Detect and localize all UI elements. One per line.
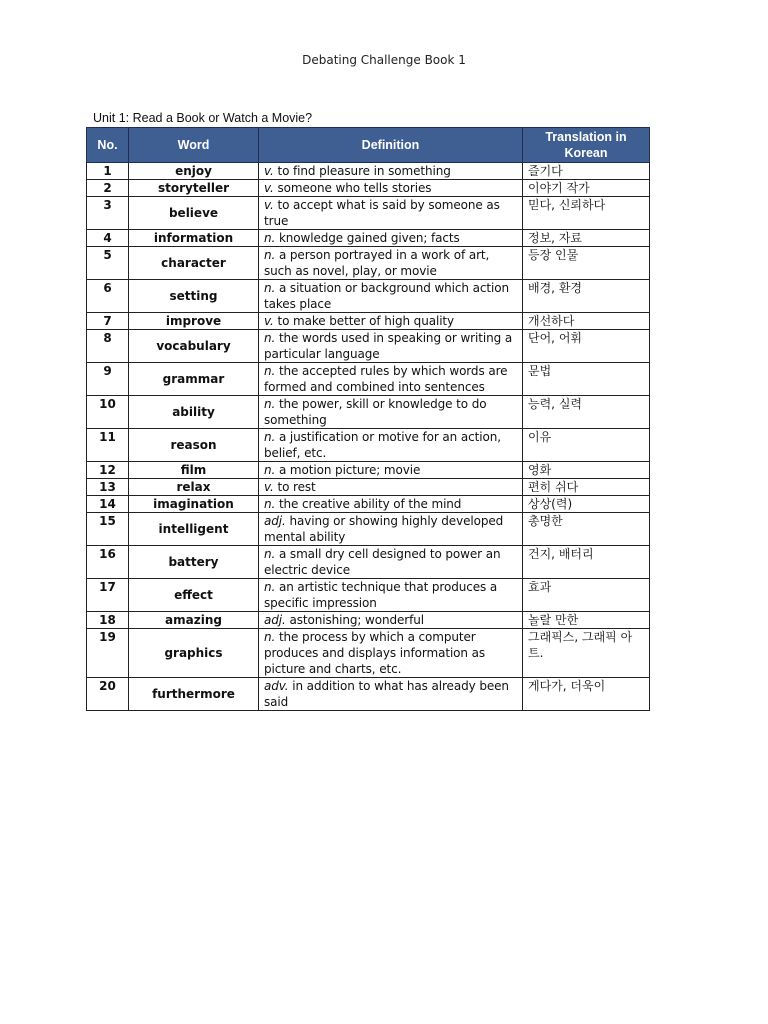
vocabulary-table <box>86 127 650 711</box>
row-definition <box>259 230 523 247</box>
row-number: 18 <box>87 612 129 629</box>
table-header-row <box>87 128 650 163</box>
row-word: setting <box>129 280 259 313</box>
row-number: 7 <box>87 313 129 330</box>
row-definition <box>259 462 523 479</box>
table-row <box>87 396 650 429</box>
part-of-speech: n. <box>264 231 276 245</box>
row-korean-translation: 배경, 환경 <box>523 280 650 313</box>
row-word: film <box>129 462 259 479</box>
table-row <box>87 513 650 546</box>
row-definition <box>259 546 523 579</box>
table-row <box>87 230 650 247</box>
row-korean-translation: 영화 <box>523 462 650 479</box>
definition-text: to make better of high quality <box>273 314 455 328</box>
row-korean-translation: 편히 쉬다 <box>523 479 650 496</box>
definition-text: a situation or background which action takes place <box>264 281 509 311</box>
row-number: 19 <box>87 629 129 678</box>
part-of-speech: v. <box>264 314 274 328</box>
row-korean-translation: 상상(력) <box>523 496 650 513</box>
definition-text: the accepted rules by which words are formed and combined into sentences <box>264 364 508 394</box>
table-row <box>87 363 650 396</box>
row-korean-translation: 등장 인물 <box>523 247 650 280</box>
table-row <box>87 612 650 629</box>
table-row <box>87 629 650 678</box>
row-definition <box>259 197 523 230</box>
row-korean-translation: 단어, 어휘 <box>523 330 650 363</box>
row-number: 3 <box>87 197 129 230</box>
table-row <box>87 678 650 711</box>
definition-text: a person portrayed in a work of art, such as novel, play, or movie <box>264 248 490 278</box>
table-row <box>87 163 650 180</box>
header-no: No. <box>87 128 129 163</box>
part-of-speech: n. <box>264 463 276 477</box>
table-row <box>87 479 650 496</box>
row-word: information <box>129 230 259 247</box>
table-row <box>87 197 650 230</box>
row-korean-translation: 정보, 자료 <box>523 230 650 247</box>
part-of-speech: v. <box>264 164 274 178</box>
header-word: Word <box>129 128 259 163</box>
row-word: believe <box>129 197 259 230</box>
row-number: 4 <box>87 230 129 247</box>
row-word: character <box>129 247 259 280</box>
row-korean-translation: 믿다, 신뢰하다 <box>523 197 650 230</box>
row-korean-translation: 능력, 실력 <box>523 396 650 429</box>
part-of-speech: n. <box>264 331 276 345</box>
row-number: 15 <box>87 513 129 546</box>
part-of-speech: v. <box>264 181 274 195</box>
row-definition <box>259 280 523 313</box>
row-definition <box>259 429 523 462</box>
definition-text: in addition to what has already been said <box>264 679 509 709</box>
part-of-speech: adj. <box>264 613 286 627</box>
definition-text: someone who tells stories <box>273 181 432 195</box>
part-of-speech: n. <box>264 248 276 262</box>
definition-text: the words used in speaking or writing a particular language <box>264 331 513 361</box>
row-word: vocabulary <box>129 330 259 363</box>
row-number: 1 <box>87 163 129 180</box>
row-number: 6 <box>87 280 129 313</box>
definition-text: a small dry cell designed to power an electric device <box>264 547 501 577</box>
row-word: intelligent <box>129 513 259 546</box>
row-definition <box>259 479 523 496</box>
definition-text: the process by which a computer produces and displays information as picture and charts, etc. <box>264 630 486 676</box>
table-row <box>87 429 650 462</box>
table-row <box>87 579 650 612</box>
row-korean-translation: 효과 <box>523 579 650 612</box>
row-korean-translation: 게다가, 더욱이 <box>523 678 650 711</box>
table-body <box>87 163 650 711</box>
definition-text: a justification or motive for an action, belief, etc. <box>264 430 501 460</box>
row-number: 10 <box>87 396 129 429</box>
row-word: improve <box>129 313 259 330</box>
row-korean-translation: 놀랄 만한 <box>523 612 650 629</box>
row-word: effect <box>129 579 259 612</box>
row-definition <box>259 579 523 612</box>
part-of-speech: n. <box>264 281 276 295</box>
row-number: 11 <box>87 429 129 462</box>
row-korean-translation: 총명한 <box>523 513 650 546</box>
page-title: Debating Challenge Book 1 <box>302 53 466 67</box>
part-of-speech: adj. <box>264 514 286 528</box>
part-of-speech: adv. <box>264 679 289 693</box>
row-korean-translation: 문법 <box>523 363 650 396</box>
table-row <box>87 280 650 313</box>
row-number: 13 <box>87 479 129 496</box>
part-of-speech: n. <box>264 430 276 444</box>
part-of-speech: n. <box>264 364 276 378</box>
table-row <box>87 330 650 363</box>
row-definition <box>259 363 523 396</box>
table-row <box>87 313 650 330</box>
part-of-speech: v. <box>264 480 274 494</box>
row-definition <box>259 396 523 429</box>
row-word: relax <box>129 479 259 496</box>
table-row <box>87 180 650 197</box>
row-number: 2 <box>87 180 129 197</box>
part-of-speech: n. <box>264 547 276 561</box>
definition-text: a motion picture; movie <box>275 463 421 477</box>
part-of-speech: n. <box>264 397 276 411</box>
row-word: battery <box>129 546 259 579</box>
row-definition <box>259 163 523 180</box>
row-word: ability <box>129 396 259 429</box>
header-translation: Translation in Korean <box>523 128 650 163</box>
row-number: 9 <box>87 363 129 396</box>
row-number: 17 <box>87 579 129 612</box>
row-definition <box>259 247 523 280</box>
row-korean-translation: 건지, 배터리 <box>523 546 650 579</box>
row-korean-translation: 개선하다 <box>523 313 650 330</box>
row-definition <box>259 678 523 711</box>
row-definition <box>259 629 523 678</box>
definition-text: knowledge gained given; facts <box>275 231 460 245</box>
row-definition <box>259 330 523 363</box>
row-korean-translation: 즐기다 <box>523 163 650 180</box>
header-definition: Definition <box>259 128 523 163</box>
row-word: graphics <box>129 629 259 678</box>
definition-text: an artistic technique that produces a specific impression <box>264 580 498 610</box>
row-korean-translation: 이야기 작가 <box>523 180 650 197</box>
part-of-speech: v. <box>264 198 274 212</box>
definition-text: the creative ability of the mind <box>275 497 462 511</box>
definition-text: having or showing highly developed mental ability <box>264 514 504 544</box>
row-word: grammar <box>129 363 259 396</box>
definition-text: to rest <box>273 480 316 494</box>
table-row <box>87 462 650 479</box>
row-word: amazing <box>129 612 259 629</box>
row-word: reason <box>129 429 259 462</box>
definition-text: astonishing; wonderful <box>285 613 424 627</box>
row-definition <box>259 313 523 330</box>
definition-text: to find pleasure in something <box>273 164 451 178</box>
row-definition <box>259 496 523 513</box>
definition-text: to accept what is said by someone as true <box>264 198 500 228</box>
row-word: storyteller <box>129 180 259 197</box>
table-row <box>87 546 650 579</box>
row-word: furthermore <box>129 678 259 711</box>
row-korean-translation: 이유 <box>523 429 650 462</box>
row-number: 16 <box>87 546 129 579</box>
row-number: 5 <box>87 247 129 280</box>
row-definition <box>259 612 523 629</box>
row-word: enjoy <box>129 163 259 180</box>
row-number: 8 <box>87 330 129 363</box>
row-korean-translation: 그래픽스, 그래픽 아트. <box>523 629 650 678</box>
unit-title: Unit 1: Read a Book or Watch a Movie? <box>93 111 313 125</box>
row-definition <box>259 180 523 197</box>
row-word: imagination <box>129 496 259 513</box>
table-row <box>87 496 650 513</box>
row-number: 14 <box>87 496 129 513</box>
part-of-speech: n. <box>264 497 276 511</box>
table-row <box>87 247 650 280</box>
row-number: 12 <box>87 462 129 479</box>
row-number: 20 <box>87 678 129 711</box>
part-of-speech: n. <box>264 580 276 594</box>
definition-text: the power, skill or knowledge to do something <box>264 397 487 427</box>
row-definition <box>259 513 523 546</box>
part-of-speech: n. <box>264 630 276 644</box>
